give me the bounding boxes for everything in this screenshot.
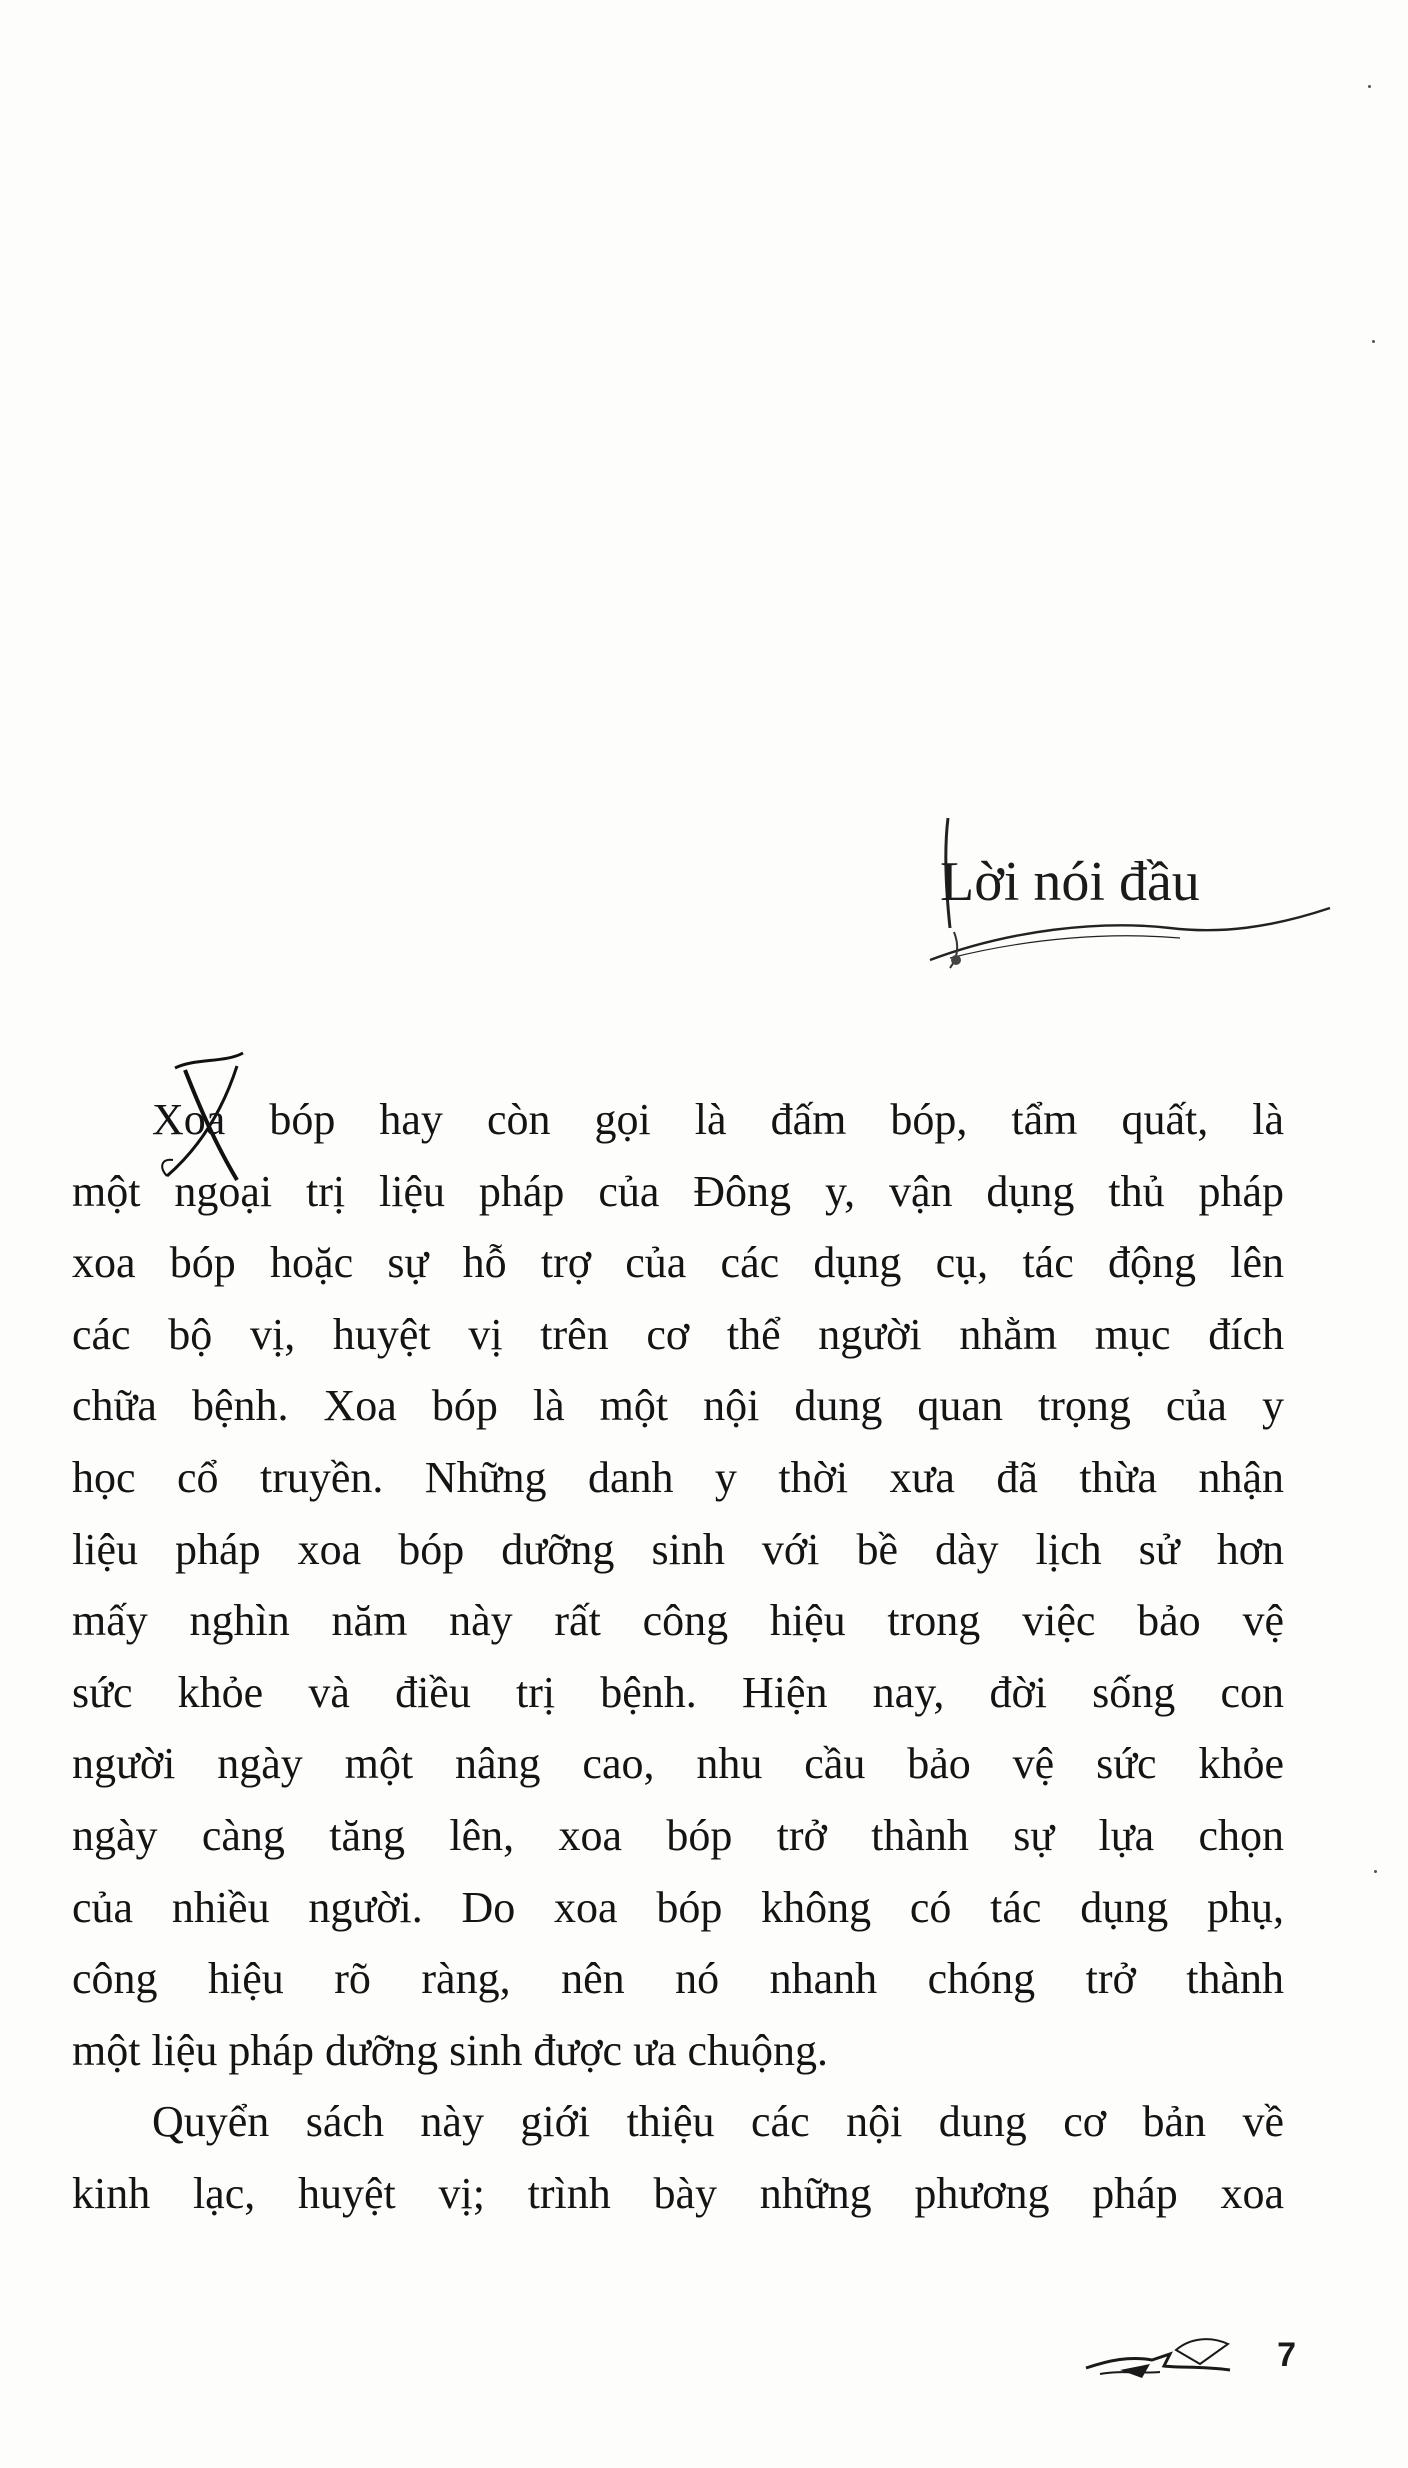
- section-heading: [920, 810, 1340, 980]
- text-line: công hiệu rõ ràng, nên nó nhanh chóng trở thành: [72, 1954, 1284, 2004]
- heading-title: Lời nói đầu: [940, 851, 1200, 913]
- bird-ornament-icon: [1080, 2330, 1250, 2390]
- text-line: học cổ truyền. Những danh y thời xưa đã thừa nhận: [72, 1452, 1284, 1502]
- paragraph-intro: [72, 1084, 1284, 2086]
- text-line: kinh lạc, huyệt vị; trình bày những phương pháp xoa: [72, 2168, 1284, 2218]
- text-line: xoa bóp hoặc sự hỗ trợ của các dụng cụ, tác động lên: [72, 1238, 1284, 1288]
- text-line: sức khỏe và điều trị bệnh. Hiện nay, đời sống con: [72, 1667, 1284, 1717]
- text-line: chữa bệnh. Xoa bóp là một nội dung quan trọng của y: [72, 1381, 1284, 1431]
- scan-speck: [1372, 340, 1375, 343]
- text-line: Xoa bóp hay còn gọi là đấm bóp, tẩm quất, là: [152, 1095, 1284, 1144]
- text-line: các bộ vị, huyệt vị trên cơ thể người nhằm mục đích: [72, 1309, 1284, 1359]
- text-line: một ngoại trị liệu pháp của Đông y, vận dụng thủ pháp: [72, 1166, 1284, 1216]
- text-line: mấy nghìn năm này rất công hiệu trong việc bảo vệ: [72, 1596, 1284, 1646]
- text-line: của nhiều người. Do xoa bóp không có tác dụng phụ,: [72, 1882, 1284, 1932]
- page-number: 7: [1277, 2336, 1296, 2374]
- text-line: liệu pháp xoa bóp dưỡng sinh với bề dày lịch sử hơn: [72, 1524, 1284, 1574]
- page-footer: [1080, 2330, 1320, 2390]
- body-text: [72, 1084, 1284, 2230]
- text-line: ngày càng tăng lên, xoa bóp trở thành sự lựa chọn: [72, 1810, 1284, 1860]
- scan-speck: [1374, 1870, 1377, 1873]
- text-line: Quyển sách này giới thiệu các nội dung cơ bản về: [152, 2097, 1284, 2147]
- scan-speck: [1368, 85, 1371, 88]
- text-line: người ngày một nâng cao, nhu cầu bảo vệ sức khỏe: [72, 1739, 1284, 1789]
- paragraph-book-overview: [72, 2086, 1284, 2229]
- text-line: một liệu pháp dưỡng sinh được ưa chuộng.: [72, 2025, 828, 2075]
